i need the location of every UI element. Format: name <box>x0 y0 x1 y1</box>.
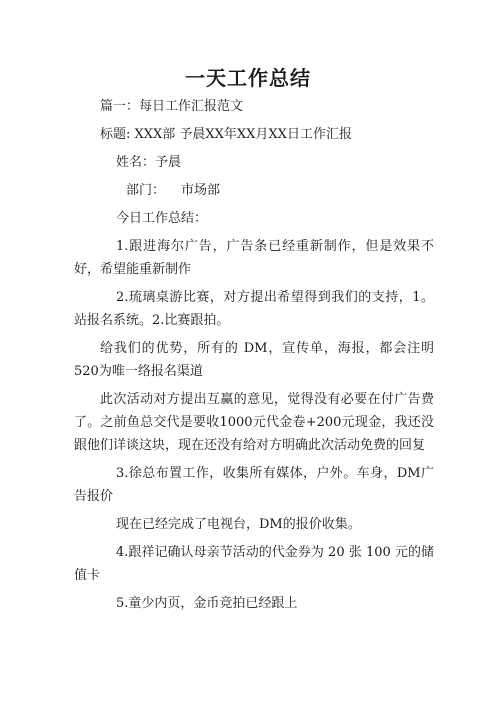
paragraph-5: 1.跟进海尔广告，广告条已经重新制作，但是效果不好，希望能重新制作 <box>74 239 434 277</box>
department-label: 部门： <box>126 183 166 198</box>
paragraph-2: 标题: XXX部 予晨XX年XX月XX日工作汇报 <box>100 127 352 142</box>
paragraph-6: 2.琉璃桌游比赛，对方提出希望得到我们的支持，1。站报名系统。2.比赛跟拍。 <box>74 290 434 328</box>
paragraph-1: 篇一：每日工作汇报范文 <box>100 99 244 114</box>
document-title: 一天工作总结 <box>185 66 311 90</box>
paragraph-9: 3.徐总布置工作，收集所有媒体，户外。车身，DM广告报价 <box>74 466 434 504</box>
paragraph-4: 今日工作总结： <box>116 211 208 226</box>
document-body <box>74 95 434 620</box>
paragraph-10: 现在已经完成了电视台，DM的报价收集。 <box>116 517 361 532</box>
department-value: 市场部 <box>181 183 221 198</box>
paragraph-12: 5.童少内页，金币竞拍已经跟上 <box>116 596 298 611</box>
paragraph-8: 此次活动对方提出互赢的意见，觉得没有必要在付广告费了。之前鱼总交代是要收1000元代金卷+200元现金，我还没跟他们详谈这块，现在还没有给对方明确此次活动免费的回复 <box>74 392 434 453</box>
paragraph-7: 给我们的优势，所有的 DM，宣传单，海报，都会注明520为唯一络报名渠道 <box>74 341 434 379</box>
paragraph-3: 姓名：予晨 <box>116 155 182 170</box>
paragraph-11: 4.跟祥记确认母亲节活动的代金券为 20 张 100 元的储值卡 <box>74 545 434 583</box>
department-line <box>74 179 434 202</box>
